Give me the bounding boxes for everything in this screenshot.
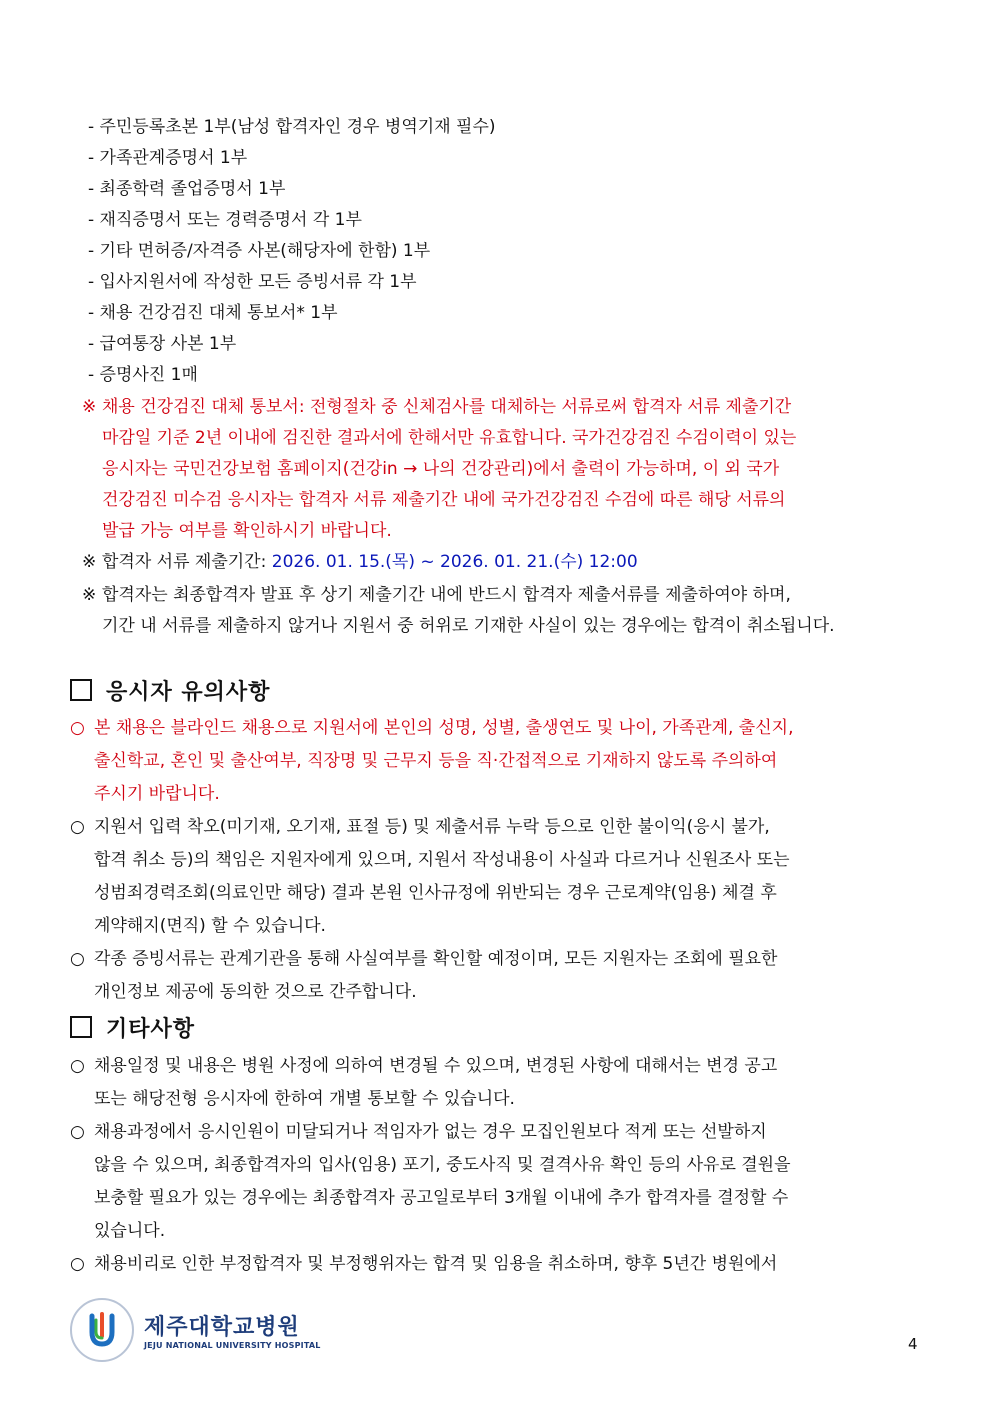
item-text: 각종 증빙서류는 관계기관을 통해 사실여부를 확인할 예정이며, 모든 지원자는 조회에 필요한: [94, 949, 778, 969]
doc-item-text: - 최종학력 졸업증명서 1부: [88, 179, 286, 199]
section-title-text: 기타사항: [106, 1017, 196, 1042]
list-item: [70, 943, 922, 976]
item-text: 또는 해당전형 응시자에 한하여 개별 통보할 수 있습니다.: [94, 1089, 515, 1109]
item-text: 합격 취소 등)의 책임은 지원자에게 있으며, 지원서 작성내용이 사실과 다르거나 신원조사 또는: [94, 850, 790, 870]
doc-item-text: - 급여통장 사본 1부: [88, 334, 237, 354]
list-item-cont: [70, 1215, 922, 1248]
list-item-cont: [70, 1083, 922, 1116]
list-item-cont: [70, 745, 922, 778]
note-text: 발급 가능 여부를 확인하시기 바랍니다.: [102, 521, 392, 541]
other-matters-list: [70, 1050, 922, 1281]
list-item: [82, 236, 912, 267]
period-text: [102, 547, 638, 578]
reference-mark-icon: ※: [82, 552, 97, 572]
note-text: 합격자는 최종합격자 발표 후 상기 제출기간 내에 반드시 합격자 제출서류를 제출하여야 하며,: [102, 585, 791, 605]
item-text: 있습니다.: [94, 1221, 166, 1241]
list-item: [82, 360, 912, 391]
note-text: 마감일 기준 2년 이내에 검진한 결과서에 한해서만 유효합니다. 국가건강검진 수검이력이 있는: [102, 428, 797, 448]
list-item: [82, 267, 912, 298]
circle-bullet-icon: ○: [70, 949, 85, 969]
item-text: 채용일정 및 내용은 병원 사정에 의하여 변경될 수 있으며, 변경된 사항에 대해서는 변경 공고: [94, 1056, 778, 1076]
note-line: [82, 580, 912, 611]
note-line: [82, 547, 912, 578]
note-text: 건강검진 미수검 응시자는 합격자 서류 제출기간 내에 국가건강검진 수검에 따른 해당 서류의: [102, 490, 786, 510]
item-text: 않을 수 있으며, 최종합격자의 입사(임용) 포기, 중도사직 및 결격사유 확인 등의 사유로 결원을: [94, 1155, 791, 1175]
list-item: [70, 1248, 922, 1281]
applicant-notes-list: [70, 712, 922, 1009]
circle-bullet-icon: ○: [70, 817, 85, 837]
doc-item-text: - 가족관계증명서 1부: [88, 148, 248, 168]
note-text: 응시자는 국민건강보험 홈페이지(건강in → 나의 건강관리)에서 출력이 가능하며, 이 외 국가: [102, 459, 780, 479]
note-line: [82, 392, 912, 423]
period-value: 2026. 01. 15.(목) ~ 2026. 01. 21.(수) 12:00: [271, 552, 638, 572]
list-item: [70, 1050, 922, 1083]
item-text: 출신학교, 혼인 및 출산여부, 직장명 및 근무지 등을 직·간접적으로 기재하지 않도록 주의하여: [94, 751, 778, 771]
list-item-cont: [70, 910, 922, 943]
reference-mark-icon: ※: [82, 585, 97, 605]
section-title-text: 응시자 유의사항: [106, 680, 271, 705]
hospital-emblem-icon: [70, 1298, 134, 1362]
list-item: [82, 329, 912, 360]
list-item-cont: [70, 1182, 922, 1215]
circle-bullet-icon: ○: [70, 1254, 85, 1274]
note-line: [82, 516, 912, 547]
item-text: 본 채용은 블라인드 채용으로 지원서에 본인의 성명, 성별, 출생연도 및 나이, 가족관계, 출신지,: [94, 718, 794, 738]
submission-period-note: [82, 547, 912, 578]
list-item: [82, 143, 912, 174]
circle-bullet-icon: ○: [70, 1122, 85, 1142]
page-number: 4: [908, 1335, 918, 1353]
item-text: 채용과정에서 응시인원이 미달되거나 적임자가 없는 경우 모집인원보다 적게 또는 선발하지: [94, 1122, 767, 1142]
note-line: [82, 423, 912, 454]
submission-warning-note: [82, 580, 912, 642]
list-item-cont: [70, 778, 922, 811]
doc-item-text: - 입사지원서에 작성한 모든 증빙서류 각 1부: [88, 272, 417, 292]
list-item: [70, 811, 922, 844]
list-item-cont: [70, 877, 922, 910]
note-line: [82, 611, 912, 642]
emblem-mark-icon: [84, 1310, 120, 1350]
doc-item-text: - 주민등록초본 1부(남성 합격자인 경우 병역기재 필수): [88, 117, 496, 137]
item-text: 지원서 입력 착오(미기재, 오기재, 표절 등) 및 제출서류 누락 등으로 인한 불이익(응시 불가,: [94, 817, 770, 837]
doc-item-text: - 재직증명서 또는 경력증명서 각 1부: [88, 210, 362, 230]
section-title-other-matters: [70, 1012, 195, 1043]
hospital-name: [144, 1310, 321, 1350]
item-text: 주시기 바랍니다.: [94, 784, 220, 804]
hospital-name-english: JEJU NATIONAL UNIVERSITY HOSPITAL: [144, 1341, 321, 1350]
doc-item-suffix: * 1부: [296, 303, 338, 323]
list-item: [70, 712, 922, 745]
list-item: [82, 112, 912, 143]
list-item-cont: [70, 1149, 922, 1182]
note-line: [82, 454, 912, 485]
item-text: 개인정보 제공에 동의한 것으로 간주합니다.: [94, 982, 417, 1002]
list-item: [82, 205, 912, 236]
note-line: [82, 485, 912, 516]
doc-item-text: - 채용 건강검진 대체 통보서: [88, 303, 297, 323]
reference-mark-icon: ※: [82, 397, 97, 417]
period-label: 합격자 서류 제출기간:: [102, 552, 272, 572]
list-item: [70, 1116, 922, 1149]
required-documents-list: [82, 112, 912, 391]
item-text: 계약해지(면직) 할 수 있습니다.: [94, 916, 326, 936]
item-text: 채용비리로 인한 부정합격자 및 부정행위자는 합격 및 임용을 취소하며, 향후 5년간 병원에서: [94, 1254, 778, 1274]
list-item-cont: [70, 844, 922, 877]
checkbox-square-icon: [70, 1016, 92, 1038]
list-item: [82, 174, 912, 205]
note-text: 기간 내 서류를 제출하지 않거나 지원서 중 허위로 기재한 사실이 있는 경우에는 합격이 취소됩니다.: [102, 616, 835, 636]
section-title-applicant-notes: [70, 675, 270, 706]
list-item-cont: [70, 976, 922, 1009]
list-item: [82, 298, 912, 329]
circle-bullet-icon: ○: [70, 718, 85, 738]
health-check-note: [82, 392, 912, 547]
doc-item-text: - 기타 면허증/자격증 사본(해당자에 한함) 1부: [88, 241, 431, 261]
doc-item-text: - 증명사진 1매: [88, 365, 198, 385]
checkbox-square-icon: [70, 679, 92, 701]
item-text: 보충할 필요가 있는 경우에는 최종합격자 공고일로부터 3개월 이내에 추가 합격자를 결정할 수: [94, 1188, 789, 1208]
circle-bullet-icon: ○: [70, 1056, 85, 1076]
item-text: 성범죄경력조회(의료인만 해당) 결과 본원 인사규정에 위반되는 경우 근로계약(임용) 체결 후: [94, 883, 777, 903]
hospital-logo: [70, 1295, 321, 1365]
note-text: 채용 건강검진 대체 통보서: 전형절차 중 신체검사를 대체하는 서류로써 합격자 서류 제출기간: [102, 397, 792, 417]
hospital-name-korean: 제주대학교병원: [144, 1315, 300, 1340]
